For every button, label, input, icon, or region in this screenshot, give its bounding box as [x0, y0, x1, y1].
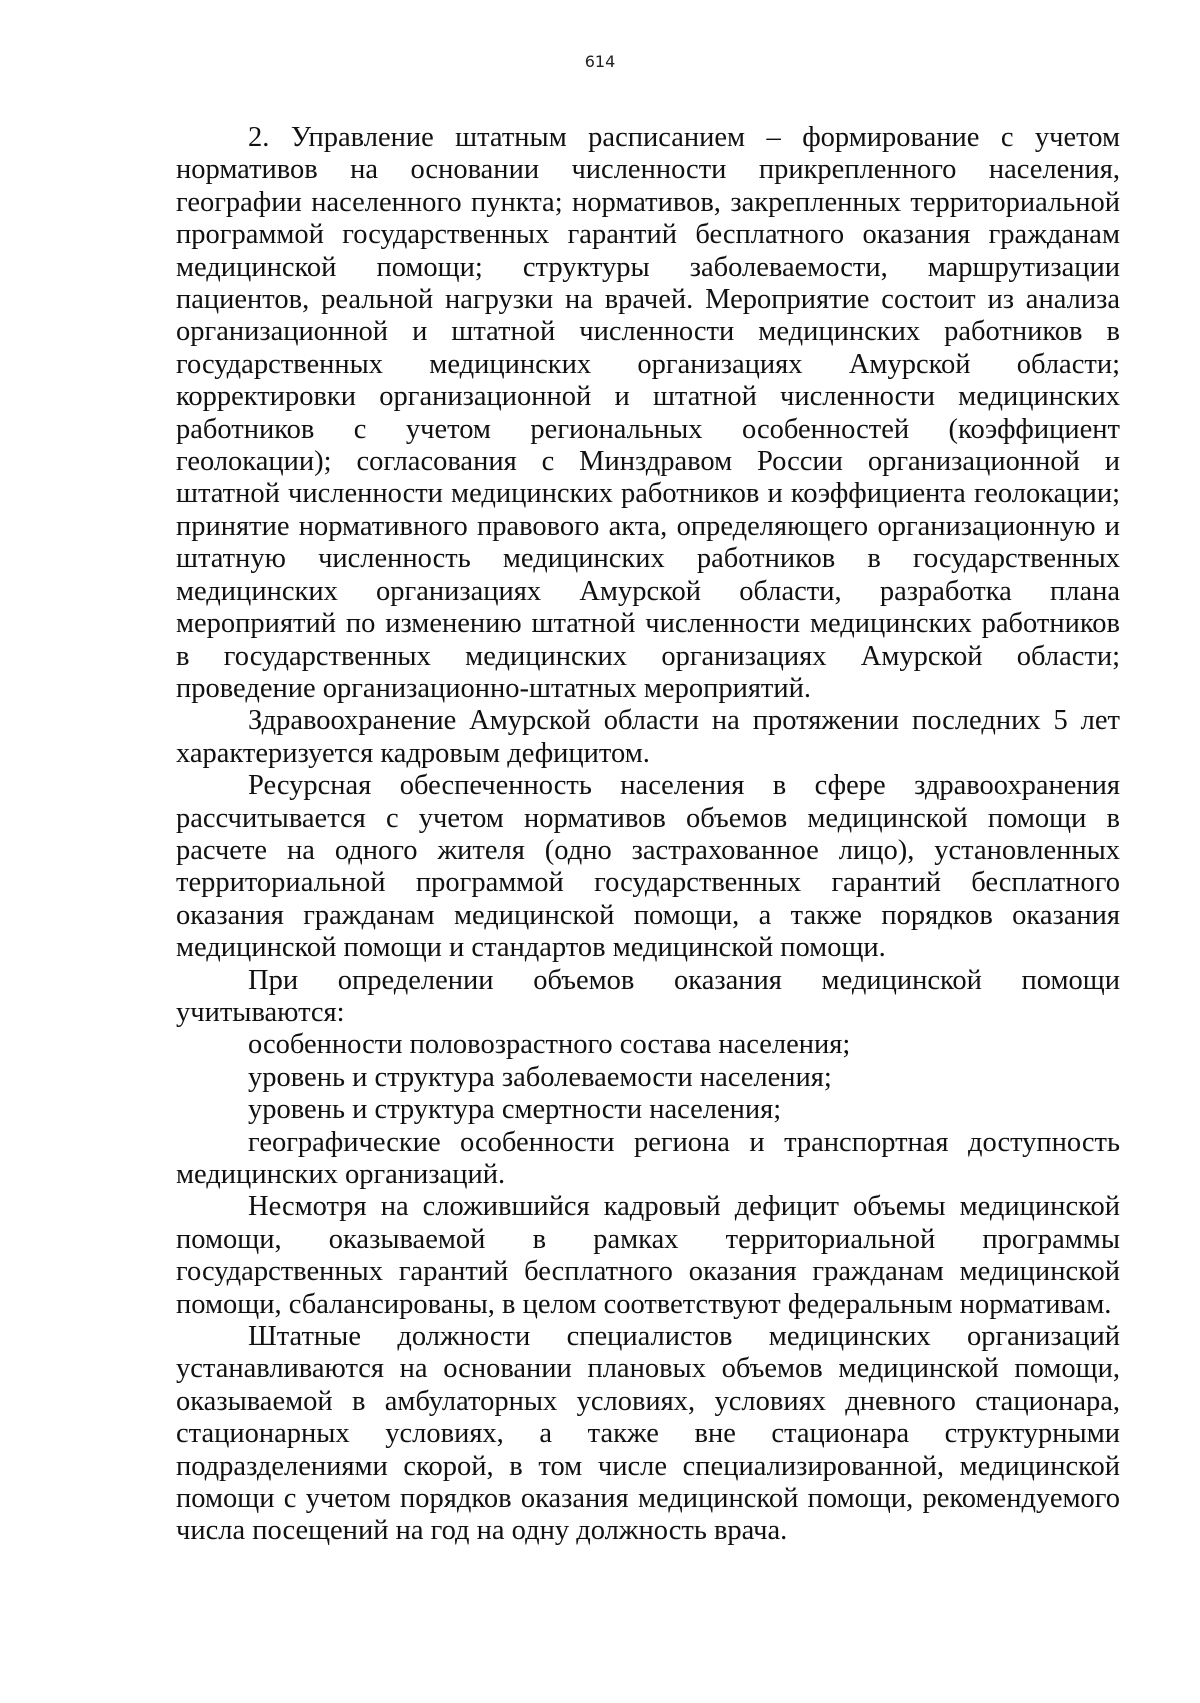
paragraph-staff-deficit: Здравоохранение Амурской области на протяжении последних 5 лет характеризуется кадровым дефицитом. [176, 705, 1120, 769]
list-item-mortality: уровень и структура смертности населения; [248, 1094, 782, 1126]
paragraph-resource-provision: Ресурсная обеспеченность населения в сфере здравоохранения рассчитывается с учетом нормативов объемов медицинской помощи в расчете на одного жителя (одно застрахованное лицо), установленных территориальной программой государственных гарантий бесплатного оказания гражданам медицинской помощи, а также порядков оказания медицинской помощи и стандартов медицинской помощи. [176, 770, 1120, 964]
list-item-geography-transport: географические особенности региона и транспортная доступность медицинских организаций. [176, 1126, 1120, 1190]
list-item-morbidity: уровень и структура заболеваемости населения; [248, 1061, 832, 1093]
document-body [176, 122, 1120, 1548]
list-item-age-sex-structure: особенности половозрастного состава населения; [248, 1029, 851, 1061]
page-number: 614 [584, 52, 616, 71]
paragraph-staff-positions: Штатные должности специалистов медицинских организаций устанавливаются на основании плановых объемов медицинской помощи, оказываемой в амбулаторных условиях, условиях дневного стационара, стационарных условиях, а также вне стационара структурными подразделениями скорой, в том числе специализированной, медицинской помощи с учетом порядков оказания медицинской помощи, рекомендуемого числа посещений на год на одну должность врача. [176, 1321, 1120, 1547]
paragraph-volume-factors-intro: При определении объемов оказания медицинской помощи учитываются: [176, 964, 1120, 1028]
paragraph-staffing-management: 2. Управление штатным расписанием – формирование с учетом нормативов на основании численности прикрепленного населения, географии населенного пункта; нормативов, закрепленных территориальной программой государственных гарантий бесплатного оказания гражданам медицинской помощи; структуры заболеваемости, маршрутизации пациентов, реальной нагрузки на врачей. Мероприятие состоит из анализа организационной и штатной численности медицинских работников в государственных медицинских организациях Амурской области; корректировки организационной и штатной численности медицинских работников с учетом региональных особенностей (коэффициент геолокации); согласования с Минздравом России организационной и штатной численности медицинских работников и коэффициента геолокации; принятие нормативного правового акта, определяющего организационную и штатную численность медицинских работников в государственных медицинских организациях Амурской области, разработка плана мероприятий по изменению штатной численности медицинских работников в государственных медицинских организациях Амурской области; проведение организационно-штатных мероприятий. [176, 122, 1120, 704]
paragraph-volumes-balanced: Несмотря на сложившийся кадровый дефицит объемы медицинской помощи, оказываемой в рамках территориальной программы государственных гарантий бесплатного оказания гражданам медицинской помощи, сбалансированы, в целом соответствуют федеральным нормативам. [176, 1191, 1120, 1320]
